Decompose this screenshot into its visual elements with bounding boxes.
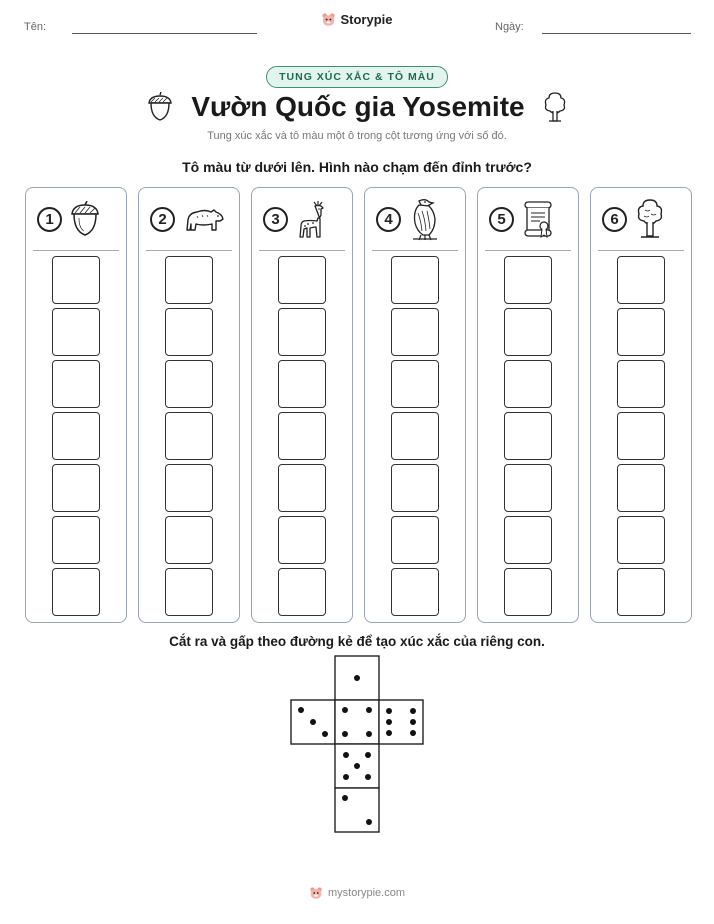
deer-icon [296, 199, 328, 239]
column-6 [590, 187, 692, 623]
color-cell[interactable] [52, 516, 100, 564]
color-cell[interactable] [52, 308, 100, 356]
column-2 [138, 187, 240, 623]
color-cell[interactable] [504, 464, 552, 512]
storypie-mascot-icon [321, 12, 336, 27]
color-cell[interactable] [165, 360, 213, 408]
brand-name: Storypie [340, 12, 393, 27]
title-row [0, 88, 714, 126]
color-cell[interactable] [165, 568, 213, 616]
footer-url[interactable]: mystorypie.com [327, 887, 406, 899]
color-cell[interactable] [391, 568, 439, 616]
color-cell[interactable] [52, 464, 100, 512]
scroll-icon [522, 199, 556, 239]
color-cell[interactable] [391, 464, 439, 512]
date-line[interactable] [542, 33, 691, 34]
color-cell[interactable] [165, 412, 213, 460]
die-face-right [379, 700, 423, 744]
color-cell[interactable] [504, 412, 552, 460]
color-cell[interactable] [391, 516, 439, 564]
color-cell[interactable] [391, 412, 439, 460]
color-cell[interactable] [165, 516, 213, 564]
cut-instruction: Cắt ra và gấp theo đường kẻ để tạo xúc xắc của riêng con. [169, 634, 545, 649]
tree-icon [635, 198, 665, 240]
color-cell[interactable] [278, 256, 326, 304]
column-3 [251, 187, 353, 623]
color-cell[interactable] [278, 568, 326, 616]
color-cell[interactable] [504, 256, 552, 304]
activity-badge: TUNG XÚC XẮC & TÔ MÀU [266, 66, 448, 88]
name-line[interactable] [72, 33, 257, 34]
color-cell[interactable] [617, 568, 665, 616]
column-number: 6 [602, 207, 627, 232]
color-cell[interactable] [617, 360, 665, 408]
color-cell[interactable] [391, 308, 439, 356]
storypie-mascot-icon [309, 886, 323, 900]
bear-icon [183, 204, 225, 234]
color-cell[interactable] [278, 464, 326, 512]
color-cell[interactable] [165, 256, 213, 304]
brand-logo [0, 12, 714, 27]
column-number: 3 [263, 207, 288, 232]
color-cell[interactable] [504, 360, 552, 408]
column-number: 1 [37, 207, 62, 232]
color-cell[interactable] [391, 360, 439, 408]
die-face-center [335, 700, 379, 744]
column-number: 5 [489, 207, 514, 232]
column-5 [477, 187, 579, 623]
color-cell[interactable] [504, 308, 552, 356]
footer [0, 886, 714, 900]
color-cell[interactable] [52, 360, 100, 408]
color-cell[interactable] [278, 516, 326, 564]
color-cell[interactable] [52, 568, 100, 616]
race-columns [25, 187, 692, 623]
date-label: Ngày: [495, 21, 524, 33]
color-cell[interactable] [617, 464, 665, 512]
color-cell[interactable] [504, 516, 552, 564]
color-cell[interactable] [617, 412, 665, 460]
color-cell[interactable] [617, 256, 665, 304]
die-net[interactable] [290, 655, 424, 835]
color-cell[interactable] [278, 360, 326, 408]
tree-icon [543, 91, 567, 123]
column-1 [25, 187, 127, 623]
acorn-icon [70, 201, 100, 237]
color-cell[interactable] [52, 256, 100, 304]
acorn-icon [147, 92, 173, 122]
subtitle: Tung xúc xắc và tô màu một ô trong cột tương ứng với số đó. [207, 130, 507, 142]
color-cell[interactable] [52, 412, 100, 460]
color-cell[interactable] [617, 308, 665, 356]
color-cell[interactable] [617, 516, 665, 564]
color-cell[interactable] [278, 412, 326, 460]
instruction: Tô màu từ dưới lên. Hình nào chạm đến đỉnh trước? [182, 159, 532, 175]
column-number: 4 [376, 207, 401, 232]
color-cell[interactable] [278, 308, 326, 356]
column-4 [364, 187, 466, 623]
color-cell[interactable] [165, 308, 213, 356]
die-face-bottom [335, 788, 379, 832]
name-label: Tên: [24, 21, 47, 33]
color-cell[interactable] [504, 568, 552, 616]
column-number: 2 [150, 207, 175, 232]
eagle-icon [409, 197, 441, 241]
page-title: Vườn Quốc gia Yosemite [191, 91, 525, 122]
color-cell[interactable] [391, 256, 439, 304]
color-cell[interactable] [165, 464, 213, 512]
